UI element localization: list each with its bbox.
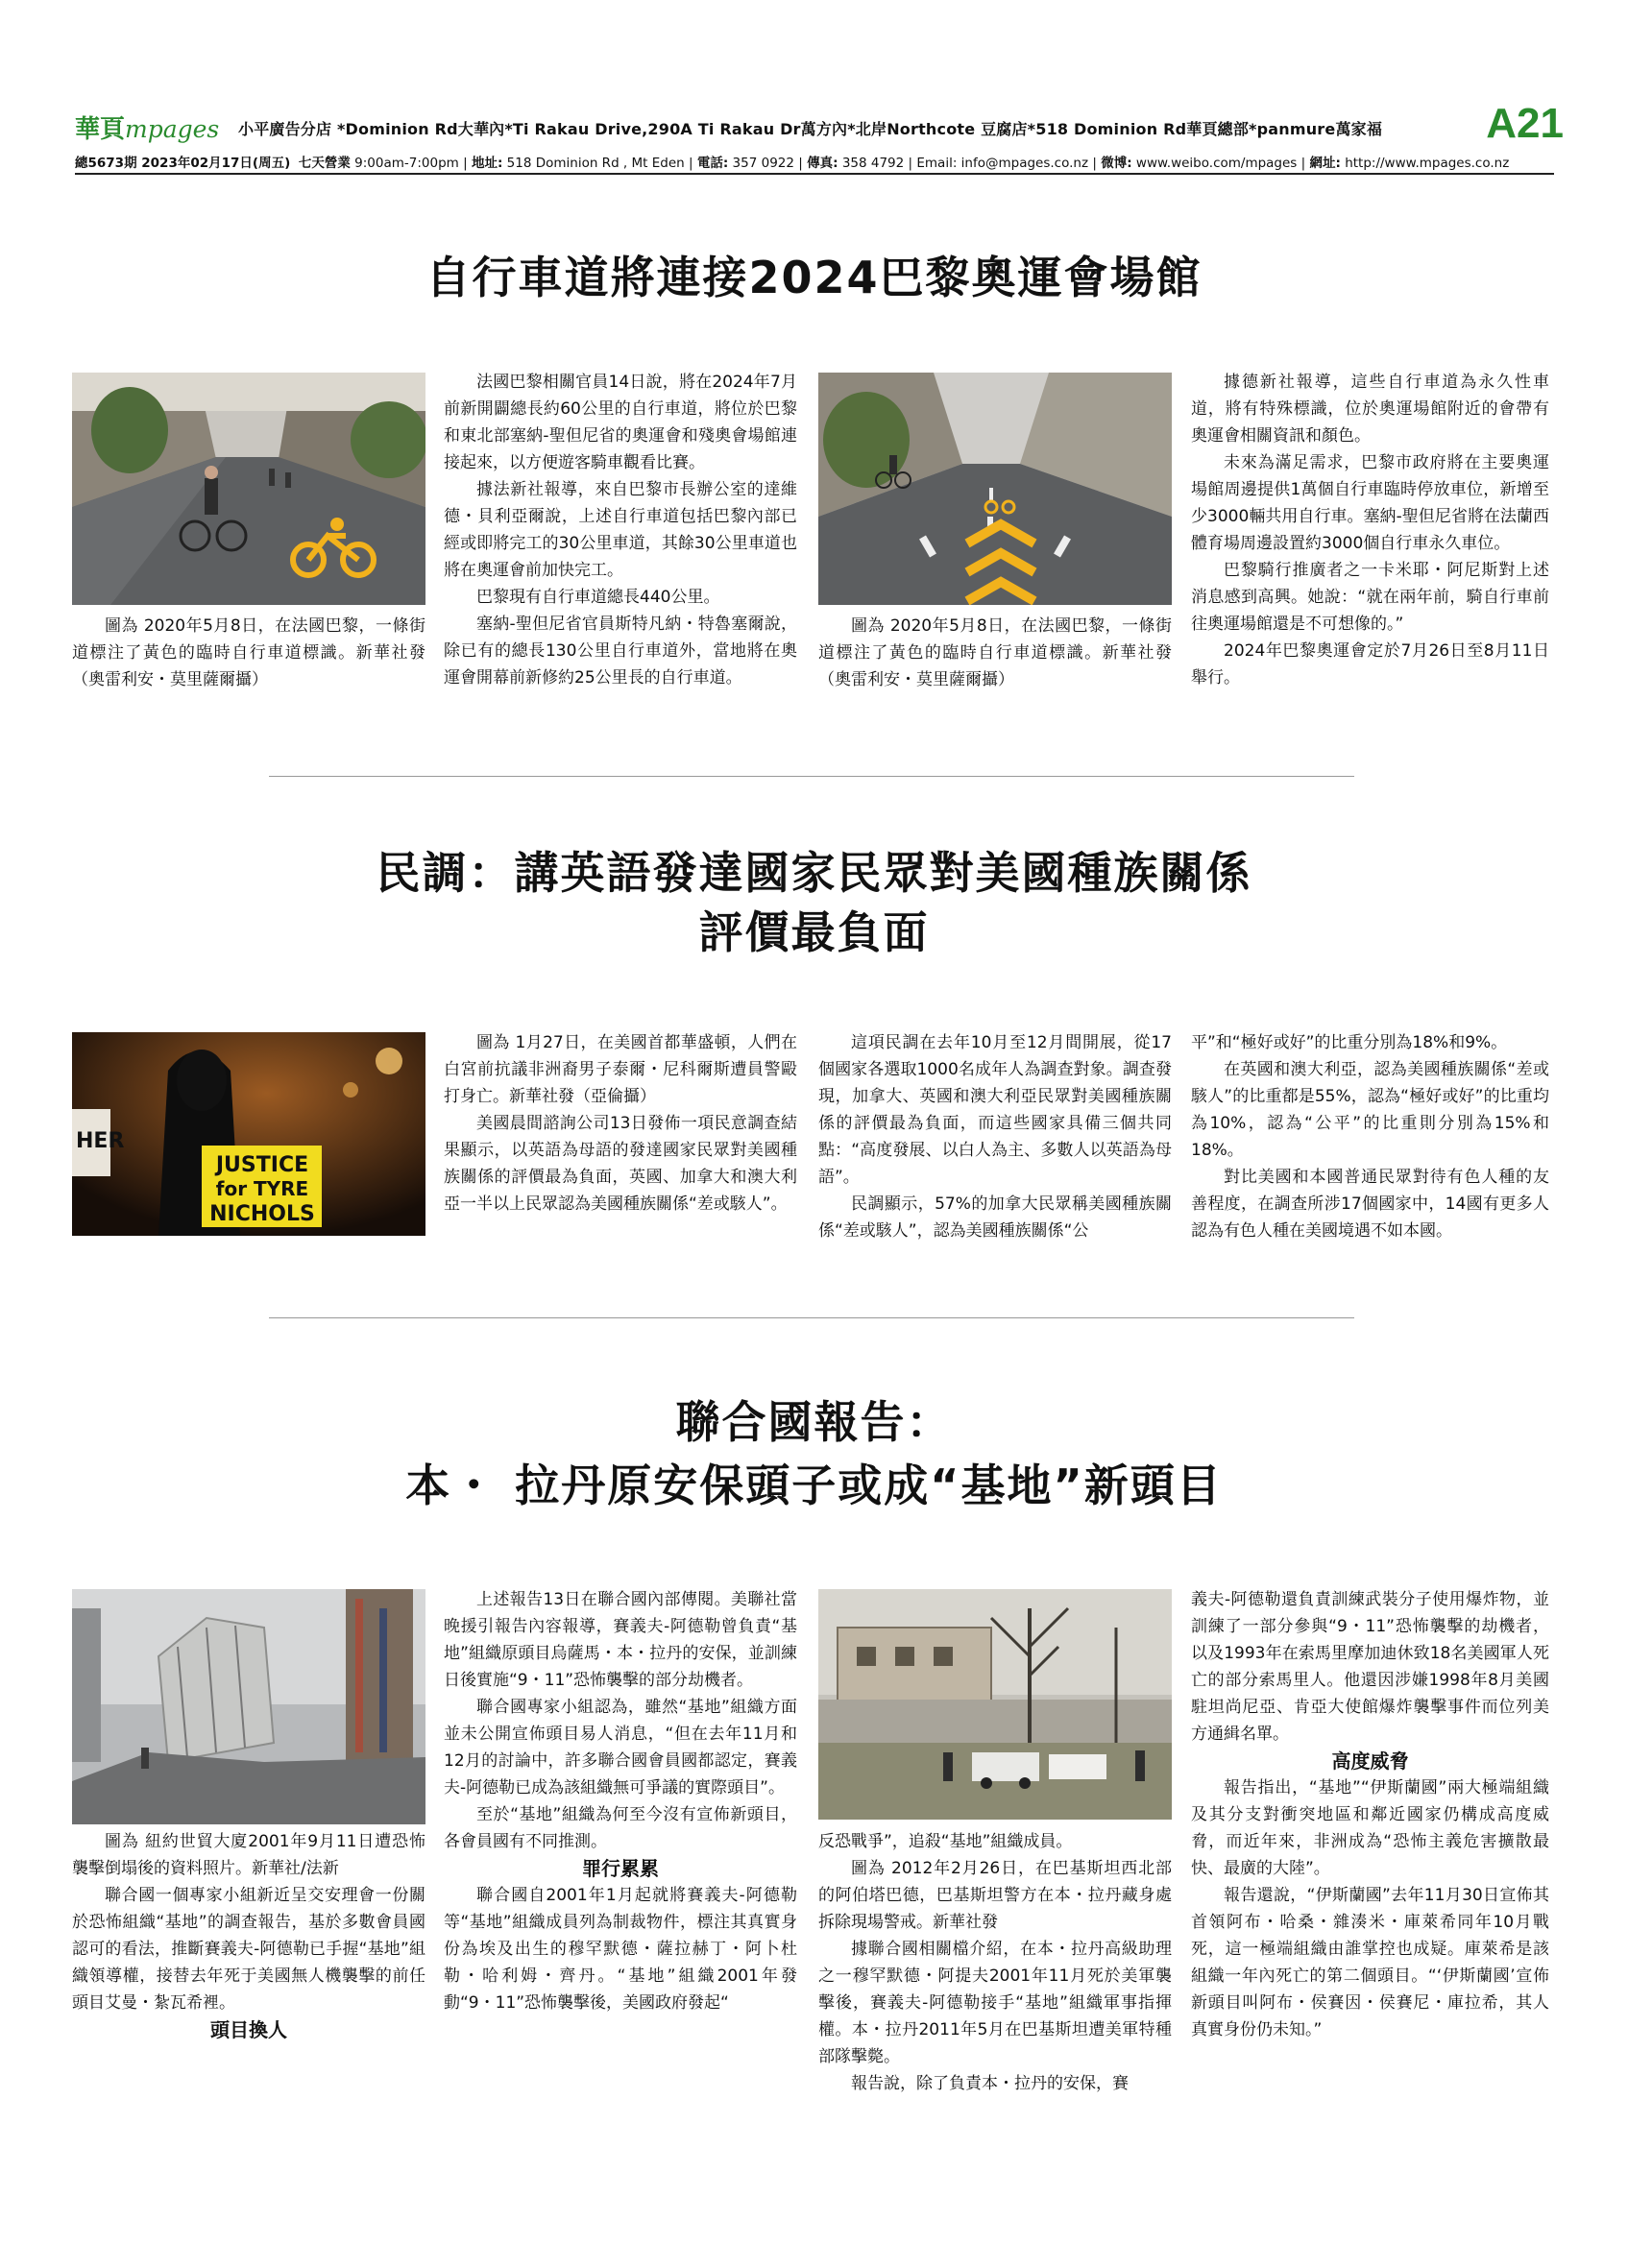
caption-text: 圖為 2020年5月8日，在法國巴黎，一條街道標注了黃色的臨時自行車道標識。新華社發（奧雷利安・莫里薩爾攝）: [818, 616, 1172, 689]
paragraph: 2024年巴黎奧運會定於7月26日至8月11日舉行。: [1191, 641, 1549, 688]
article3-column-4: [1191, 1586, 1549, 2043]
article1-caption-2: [818, 613, 1172, 693]
paragraph: 聯合國專家小組認為，雖然“基地”組織方面並未公開宣佈頭目易人消息，“但在去年11月和12月的討論中，許多聯合國會員國都認定，賽義夫-阿德勒已成為該組織無可爭議的實際頭目”。: [444, 1698, 797, 1798]
protest-scene: [72, 1032, 425, 1236]
wtc-ruins-photo: [72, 1589, 425, 1824]
paragraph: 對比美國和本國普通民眾對待有色人種的友善程度，在調查所涉17個國家中，14國有更多人認為有色人種在美國境遇不如本國。: [1191, 1168, 1549, 1241]
section-divider: [269, 776, 1354, 777]
paragraph: 報告說，除了負責本・拉丹的安保，賽: [851, 2074, 1129, 2093]
subhead-high-threat: 高度威脅: [1331, 1749, 1409, 1773]
web-link[interactable]: http://www.mpages.co.nz: [1345, 156, 1510, 171]
abbottabad-compound-photo: [818, 1589, 1172, 1820]
issue-number: 總5673期 2023年02月17日(周五): [75, 156, 291, 171]
sign-line-2: for TYRE: [215, 1177, 309, 1200]
masthead-rule: [75, 173, 1554, 175]
hours: 9:00am-7:00pm: [354, 156, 459, 171]
paragraph: 據聯合國相關檔介紹，在本・拉丹高級助理之一穆罕默德・阿提夫2001年11月死於美軍襲擊後，賽義夫-阿德勒接手“基地”組織軍事指揮權。本・拉丹2011年5月在巴基斯坦遭美軍特種部隊擊斃。: [818, 1940, 1172, 2066]
bike-lane-photo-1: [72, 373, 425, 605]
headline-line: 本・ 拉丹原安保頭子或成“基地”新頭目: [405, 1460, 1223, 1511]
sign-line-3: NICHOLS: [209, 1202, 315, 1226]
article1-column-4: [1191, 369, 1549, 691]
paragraph: 圖為 1月27日，在美國首都華盛頓，人們在白宮前抗議非洲裔男子泰爾・尼科爾斯遭員警毆打身亡。新華社發（亞倫攝）: [444, 1033, 797, 1106]
subhead-leader-change: 頭目換人: [210, 2018, 287, 2041]
article2-column-2: [444, 1029, 797, 1218]
paragraph: 在英國和澳大利亞，認為美國種族關係“差或駭人”的比重都是55%，認為“極好或好”的比重均為10%，認為“公平”的比重則分別為15%和18%。: [1191, 1060, 1549, 1160]
subhead-crimes: 罪行累累: [582, 1857, 659, 1880]
headline-line: 民調：講英語發達國家民眾對美國種族關係: [376, 847, 1252, 899]
article2-column-3: [818, 1029, 1172, 1244]
paragraph: 這項民調在去年10月至12月間開展，從17個國家各選取1000名成年人為調查對象。調查發現，加拿大、英國和澳大利亞民眾對美國種族關係的評價最為負面，而這些國家具備三個共同點：“高度發展、以白人為主、多數人以英語為母語”。: [818, 1033, 1172, 1187]
protest-photo: [72, 1032, 425, 1236]
hours-label: 七天營業: [298, 156, 351, 171]
paragraph: 據德新社報導，這些自行車道為永久性車道，將有特殊標識，位於奧運場館附近的會帶有奧運會相關資訊和顏色。: [1191, 373, 1549, 446]
street-bike-scene-1: [72, 373, 425, 605]
paragraph: 聯合國一個專家小組新近呈交安理會一份關於恐怖組織“基地”的調查報告，基於多數會員國認可的看法，推斷賽義夫-阿德勒已手握“基地”組織領導權，接替去年死于美國無人機襲擊的前任頭目艾曼・紮瓦希裡。: [72, 1886, 425, 2013]
mpages-logo[interactable]: [75, 109, 219, 145]
page-number: A21: [1486, 100, 1564, 147]
phone: 357 0922: [732, 156, 794, 171]
caption-text: 圖為 2012年2月26日，在巴基斯坦西北部的阿伯塔巴德，巴基斯坦警方在本・拉丹藏身處拆除現場警戒。新華社發: [818, 1859, 1172, 1932]
article1-headline: 自行車道將連接2024巴黎奧運會場館: [425, 252, 1203, 303]
compound-scene: [818, 1589, 1172, 1820]
paragraph: 反恐戰爭”，追殺“基地”組織成員。: [818, 1832, 1073, 1851]
paragraph: 據法新社報導，來自巴黎市長辦公室的達維德・貝利亞爾說，上述自行車道包括巴黎內部已經或即將完工的30公里車道，其餘30公里車道也將在奧運會前加快完工。: [444, 480, 797, 580]
paragraph: 民調顯示，57%的加拿大民眾稱美國種族關係“差或駭人”，認為美國種族關係“公: [818, 1194, 1172, 1241]
headline-line: 評價最負面: [698, 906, 930, 958]
sign-line-1: JUSTICE: [215, 1153, 309, 1177]
weibo-label: 微博:: [1101, 156, 1132, 171]
street-bike-scene-2: [818, 373, 1172, 605]
address-label: 地址:: [471, 156, 503, 171]
fax: 358 4792: [841, 156, 905, 171]
web-label: 網址:: [1309, 156, 1341, 171]
article3-column-2: [444, 1586, 797, 2016]
article3-column-3: [818, 1828, 1172, 2097]
paragraph: 至於“基地”組織為何至今沒有宣佈新頭目，各會員國有不同推測。: [444, 1805, 797, 1851]
branch-list: 小平廣告分店 *Dominion Rd大華內*Ti Rakau Drive,290A Ti Rakau Dr萬方內*北岸Northcote 豆腐店*518 Dominion Rd華頁總部*panmure萬家福: [238, 120, 1383, 138]
paragraph: 義夫-阿德勒還負責訓練武裝分子使用爆炸物，並訓練了一部分參與“9・11”恐怖襲擊的劫機者，以及1993年在索馬里摩加迪休致18名美國軍人死亡的部分索馬里人。他還因涉嫌1998年8月美國駐坦尚尼亞、肯亞大使館爆炸襲擊事件而位列美方通緝名單。: [1191, 1590, 1549, 1744]
article2-headline: [0, 843, 1628, 962]
caption-text: 圖為 2020年5月8日，在法國巴黎，一條街道標注了黃色的臨時自行車道標識。新華社發（奧雷利安・莫里薩爾攝）: [72, 616, 425, 689]
side-sign-text: HER: [76, 1129, 125, 1153]
logo-chinese: 華頁: [75, 115, 126, 144]
article3-headline: [0, 1390, 1628, 1517]
article3-column-1: [72, 1828, 425, 2043]
article1-caption-1: [72, 613, 425, 693]
phone-label: 電話:: [696, 156, 729, 171]
paragraph: 報告指出，“基地”“伊斯蘭國”兩大極端組織及其分支對衝突地區和鄰近國家仍構成高度威脅，而近年來，非洲成為“恐怖主義危害擴散最快、最廣的大陸”。: [1191, 1778, 1549, 1878]
paragraph: 聯合國自2001年1月起就將賽義夫-阿德勒等“基地”組織成員列為制裁物件，標注其真實身份為埃及出生的穆罕默德・薩拉赫丁・阿卜杜勒・哈利姆・齊丹。“基地”組織2001年發動“9・11”恐怖襲擊後，美國政府發起“: [444, 1886, 797, 2013]
paragraph: 巴黎現有自行車道總長440公里。: [476, 588, 720, 607]
bike-lane-photo-2: [818, 373, 1172, 605]
email-link[interactable]: Email: info@mpages.co.nz: [916, 156, 1089, 171]
paragraph: 法國巴黎相關官員14日說，將在2024年7月前新開闢總長約60公里的自行車道，將位於巴黎和東北部塞納-聖但尼省的奧運會和殘奧會場館連接起來，以方便遊客騎車觀看比賽。: [444, 373, 797, 472]
paragraph: 平”和“極好或好”的比重分別為18%和9%。: [1191, 1033, 1508, 1052]
headline-line: 聯合國報告：: [675, 1396, 953, 1448]
paragraph: 塞納-聖但尼省官員斯特凡納・特魯塞爾說，除已有的總長130公里自行車道外，當地將在奧運會開幕前新修約25公里長的自行車道。: [444, 615, 797, 688]
weibo-link[interactable]: www.weibo.com/mpages: [1135, 156, 1298, 171]
fax-label: 傳真:: [807, 156, 838, 171]
wtc-ruins-scene: [72, 1589, 425, 1824]
paragraph: 報告還說，“伊斯蘭國”去年11月30日宣佈其首領阿布・哈桑・雜湊米・庫萊希同年10月戰死，這一極端組織由誰掌控也成疑。庫萊希是該組織一年內死亡的第二個頭目。“‘伊斯蘭國’宣佈新頭目叫阿布・侯賽因・侯賽尼・庫拉希，其人真實身份仍未知。”: [1191, 1886, 1549, 2039]
masthead: [75, 100, 1564, 147]
article1-column-2: [444, 369, 797, 691]
section-divider: [269, 1317, 1354, 1318]
paragraph: 上述報告13日在聯合國內部傳閱。美聯社當晚援引報告內容報導，賽義夫-阿德勒曾負責“基地”組織原頭目烏薩馬・本・拉丹的安保，並訓練日後實施“9・11”恐怖襲擊的部分劫機者。: [444, 1590, 797, 1690]
article2-column-4: [1191, 1029, 1549, 1244]
logo-english: mpages: [125, 115, 220, 143]
paragraph: 美國晨間諮詢公司13日發佈一項民意調查結果顯示，以英語為母語的發達國家民眾對美國種族關係的評價最為負面，英國、加拿大和澳大利亞一半以上民眾認為美國種族關係“差或駭人”。: [444, 1114, 797, 1214]
caption-text: 圖為 紐約世貿大廈2001年9月11日遭恐怖襲擊倒塌後的資料照片。新華社/法新: [72, 1832, 425, 1878]
paragraph: 巴黎騎行推廣者之一卡米耶・阿尼斯對上述消息感到高興。她說：“就在兩年前，騎自行車前往奧運場館還是不可想像的。”: [1191, 561, 1549, 634]
issue-info-line: 總5673期 2023年02月17日(周五) 七天營業 9:00am-7:00pm | 地址: 518 Dominion Rd , Mt Eden | 電話: 357 0922 | 傳真: 358 4792 | Email: info@mpages.co.nz | 微博: www.weibo.com/mpages | 網址: http://www.mpages.co.nz: [75, 156, 1510, 171]
address: 518 Dominion Rd , Mt Eden: [506, 156, 685, 171]
paragraph: 未來為滿足需求，巴黎市政府將在主要奧運場館周邊提供1萬個自行車臨時停放車位，新增至少3000輛共用自行車。塞納-聖但尼省將在法蘭西體育場周邊設置約3000個自行車永久車位。: [1191, 453, 1549, 553]
